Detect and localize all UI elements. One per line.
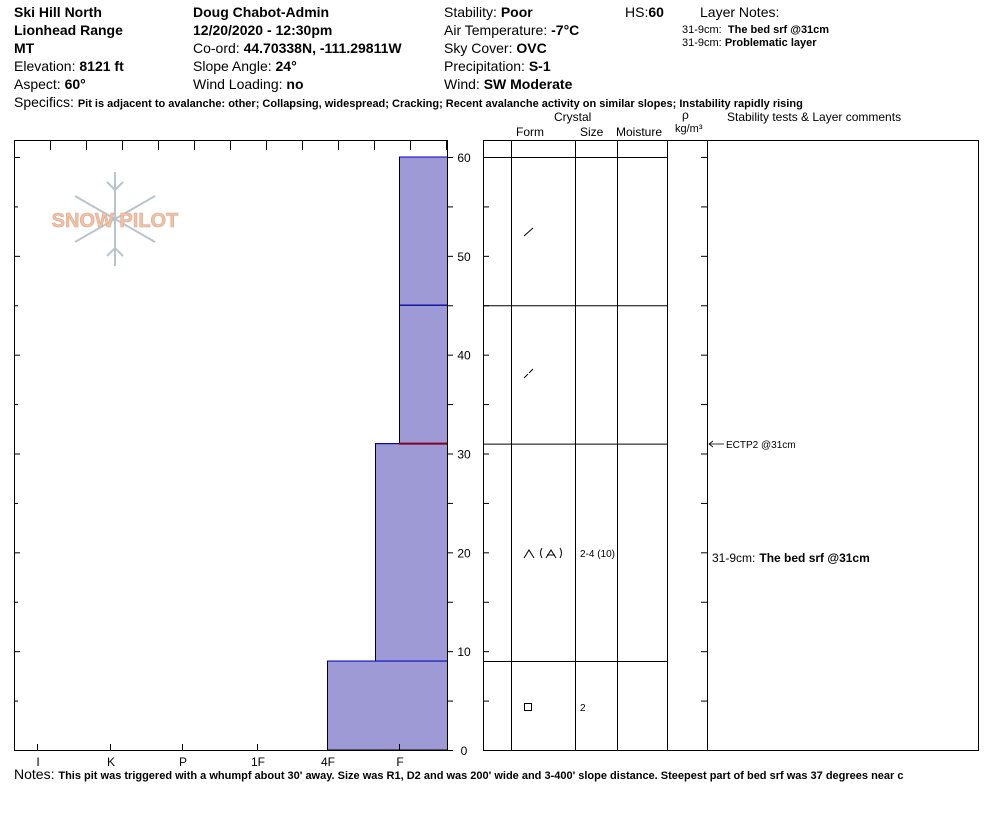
size-header: Size [580,125,604,139]
notes-row [14,766,904,782]
stability-value: Poor [500,4,533,20]
height-tick-label: 20 [457,546,471,561]
air-temp-label: Air Temperature: [444,22,548,38]
layer-note-range: 31-9cm: [682,37,722,49]
hs-label: HS: [625,4,649,20]
hs-value: 60 [648,4,664,20]
crystal-size: 2-4 (10) [580,549,616,560]
hardness-tick-label: I [36,755,40,769]
coord-value: 44.70338N, -111.29811W [243,40,402,56]
observer-name: Doug Chabot-Admin [193,4,330,20]
location-name: Ski Hill North [14,4,102,20]
height-tick-label: 10 [457,645,471,660]
coord-label: Co-ord: [193,40,240,56]
wind-loading-label: Wind Loading: [193,76,283,92]
layer-note-range: 31-9cm: [682,24,722,36]
hardness-tick-label: P [178,755,188,769]
crystal-size: 2 [580,703,586,714]
notes-value: This pit was triggered with a whumpf about 30' away. Size was R1, D2 and was 200' wide and 3-400' slope distance. Steepest part of bed srf was 37 degrees near c [58,770,904,782]
layer-comment: 31-9cm: The bed srf @31cm [712,551,870,565]
crystal-header: Crystal [554,110,592,124]
wind-label: Wind: [444,76,480,92]
hardness-tick-label: 1F [250,755,266,769]
elevation-label: Elevation: [14,58,76,74]
crystal-symbols [524,228,562,711]
layer-note-text: The bed srf @31cm [727,24,830,36]
state-name: MT [14,40,35,56]
aspect-label: Aspect: [14,76,61,92]
air-temp-value: -7°C [551,22,580,38]
height-tick-label: 30 [457,447,471,462]
snowpilot-logo [52,172,179,266]
decomposing-crystal-icon [524,228,533,236]
moisture-header: Moisture [616,125,663,139]
hardness-tick-label: F [396,755,404,769]
height-tick-label: 50 [457,249,471,264]
layer-bar [400,157,448,305]
comments-header: Stability tests & Layer comments [727,110,902,124]
hardness-tick-label: 4F [320,755,336,769]
elevation-value: 8121 ft [79,58,124,74]
notes-label: Notes: [14,766,55,782]
height-tick-label: 60 [457,151,471,165]
layer-bar [328,661,448,750]
layer-note-text: Problematic layer [724,37,817,49]
specifics-value: Pit is adjacent to avalanche: other; Collapsing, widespread; Cracking; Recent avalanche activity on similar slopes; Instability rapidly rising [77,98,803,110]
rho-header: ρ [682,108,689,122]
height-tick-label: 0 [460,744,468,758]
faceted-crystal-icon [525,704,532,711]
height-tick-label: 40 [457,348,471,363]
sky-value: OVC [516,40,547,56]
depth-hoar-icon [524,550,534,558]
date-time: 12/20/2020 - 12:30pm [193,22,333,38]
slope-value: 24° [275,58,297,74]
layer-notes-title: Layer Notes: [700,4,780,20]
range-name: Lionhead Range [14,22,123,38]
precip-value: S-1 [528,58,551,74]
wind-loading-value: no [286,76,304,92]
form-header: Form [516,125,544,139]
layer-bar [376,444,448,661]
stability-label: Stability: [444,4,497,20]
specifics-label: Specifics: [14,94,74,110]
wind-value: SW Moderate [483,76,573,92]
layer-bars [328,157,448,750]
logo-text: SNOW PILOT [51,210,179,232]
layer-bar [400,305,448,443]
decomposing-crystal-icon [524,374,528,378]
slope-label: Slope Angle: [193,58,272,74]
stability-test-marker [709,440,796,451]
aspect-value: 60° [64,76,86,92]
precip-label: Precipitation: [444,58,525,74]
density-unit-header: kg/m³ [675,123,703,135]
stability-test-label: ECTP2 @31cm [726,440,796,451]
sky-label: Sky Cover: [444,40,513,56]
hardness-tick-label: K [106,755,116,769]
decomposing-crystal-icon [529,369,533,373]
depth-hoar-icon [541,548,562,558]
